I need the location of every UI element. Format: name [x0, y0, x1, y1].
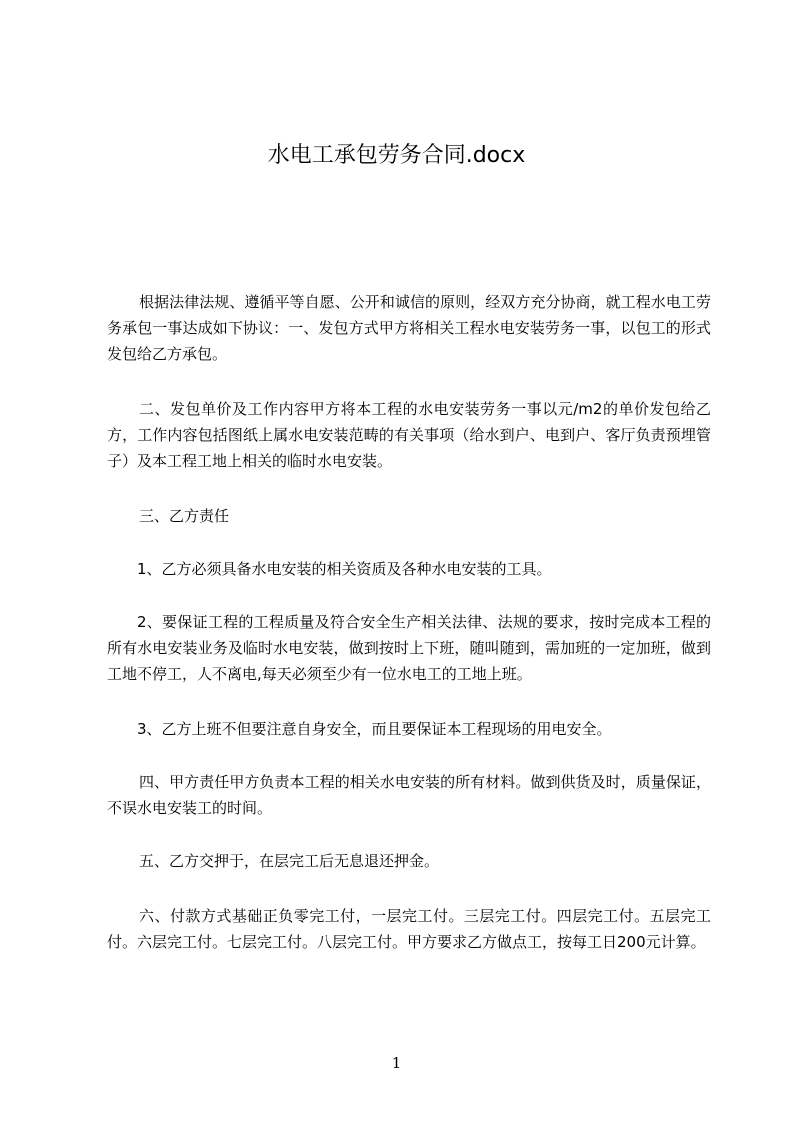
- page-number: 1: [391, 1054, 402, 1072]
- paragraph-party-a-responsibility: 四、甲方责任甲方负责本工程的相关水电安装的所有材料。做到供货及时，质量保证，不误水电安装工的时间。: [107, 773, 711, 817]
- clause-safety: 3、乙方上班不但要注意自身安全，而且要保证本工程现场的用电安全。: [137, 720, 612, 738]
- paragraph-pricing-and-scope: 二、发包单价及工作内容甲方将本工程的水电安装劳务一事以元/m2的单价发包给乙方，工作内容包括图纸上属水电安装范畴的有关事项（给水到户、电到户、客厅负责预埋管子）及本工程工地上相关的临时水电安装。: [107, 400, 711, 470]
- paragraph-preamble: 根据法律法规、遵循平等自愿、公开和诚信的原则，经双方充分协商，就工程水电工劳务承包一事达成如下协议：一、发包方式甲方将相关工程水电安装劳务一事，以包工的形式发包给乙方承包。: [107, 293, 711, 363]
- paragraph-payment: 六、付款方式基础正负零完工付，一层完工付。三层完工付。四层完工付。五层完工付。六层完工付。七层完工付。八层完工付。甲方要求乙方做点工，按每工日200元计算。: [107, 907, 711, 951]
- clause-qualification: 1、乙方必须具备水电安装的相关资质及各种水电安装的工具。: [137, 560, 552, 578]
- clause-quality-and-schedule: 2、要保证工程的工程质量及符合安全生产相关法律、法规的要求，按时完成本工程的所有水电安装业务及临时水电安装，做到按时上下班，随叫随到，需加班的一定加班，做到工地不停工，人不离电,每天必须至少有一位水电工的工地上班。: [107, 613, 711, 683]
- heading-party-b-responsibility: 三、乙方责任: [139, 507, 230, 525]
- paragraph-deposit: 五、乙方交押于，在层完工后无息退还押金。: [139, 852, 440, 870]
- document-title: 水电工承包劳务合同.docx: [267, 143, 526, 168]
